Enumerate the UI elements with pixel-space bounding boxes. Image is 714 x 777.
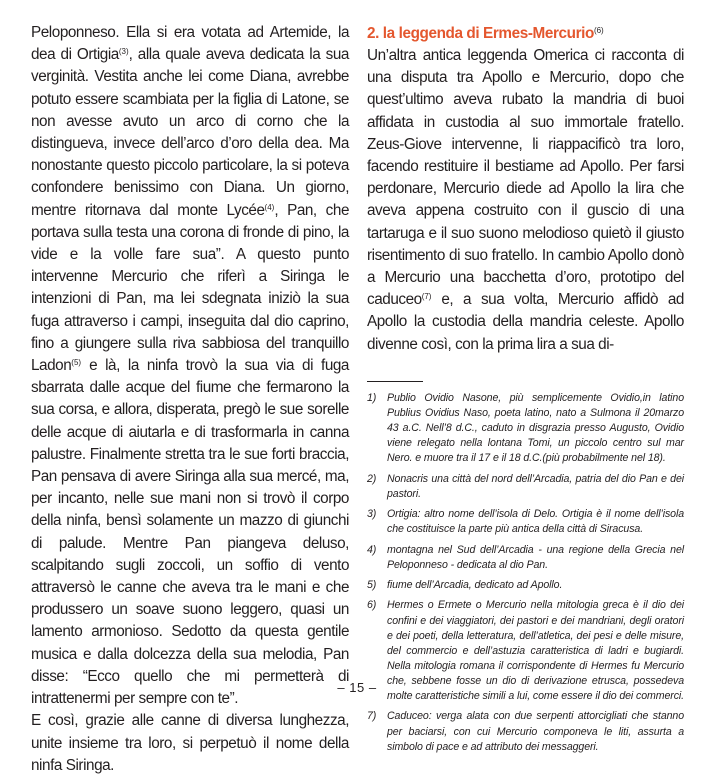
footnote-text: montagna nel Sud dell’Arcadia - una regione della Grecia nel Peloponneso - dedicata al dio Pan.	[387, 543, 684, 571]
left-column	[31, 22, 349, 777]
footnote-text: Publio Ovidio Nasone, più semplicemente Ovidio,in latino Publius Ovidius Naso, poeta latino, nato a Sulmona il 20marzo 43 a.C. Nell’8 d.C., caduto in disgrazia presso Augusto, Ovidio viene relegato nella lontana Tomi, un piccolo centro sul mar Nero. e muore tra il 17 e il 18 d.C.(più probabilmente nel 18).	[387, 391, 684, 465]
right-body-text	[367, 45, 684, 356]
footnotes-list	[367, 391, 684, 755]
left-body-text	[31, 22, 349, 777]
paragraph: E così, grazie alle canne di diversa lunghezza, unite insieme tra loro, si perpetuò il nome della ninfa Siringa.	[31, 712, 349, 774]
paragraph: Un’altra antica leggenda Omerica ci racconta di una disputa tra Apollo e Mercurio, dopo che quest’ultimo aveva rubato la mandria di buoi affidata in custodia al suo immortale fratello. Zeus-Giove intervenne, li riappacificò tra loro, facendo restituire il bestiame ad Apollo. Per farsi perdonare, Mercurio diede ad Apollo la lira che aveva appena costruito con il guscio di una tartaruga e il suo suono melodioso quietò il giusto risentimento di suo fratello. In cambio Apollo donò a Mercurio una bacchetta d’oro, prototipo del caduceo$^{(7)}$ e, a sua volta, Mercurio affidò ad Apollo la custodia della mandria celeste. Apollo divenne così, con la prima lira a sua di-	[367, 47, 684, 353]
footnote-ref[interactable]: (6)	[593, 26, 604, 35]
footnote-number: 5)	[367, 579, 377, 592]
paragraph: Peloponneso. Ella si era votata ad Artemide, la dea di Ortigia$^{(3)}$, alla quale aveva dedicata la sua verginità. Vestita anche lei come Diana, avrebbe potuto essere scambiata per la figlia di Latone, se non avesse avuto un arco di corno che la distingueva, invece dell’arco d’oro della dea. Ma nonostante questo piccolo particolare, la si poteva confondere benissimo con Diana. Un giorno, mentre ritornava dal monte Lycée$^{(4)}$, Pan, che portava sulla testa una corona di fronde di pino, la vide e la volle fare sua”. A questo punto intervenne Mercurio che riferì a Siringa le intenzioni di Pan, ma lei sdegnata iniziò la sua fuga attraverso i campi, inseguita dal dio caprino, fino a giungere sulla riva sabbiosa del tranquillo Ladon$^{(5)}$ e là, la ninfa trovò la sua via di fuga sbarrata dalle acque del fiume che fermarono la sua corsa, e allora, disperata, pregò le sue sorelle delle acque di aiutarla e di trasformarla in canna palustre. Finalmente stretta tra le sue forti braccia, Pan pensava di avere Siringa alla sua mercé, ma, per incanto, nelle sue mani non si trovò il corpo della ninfa, bensì solamente un mazzo di giunchi di palude. Mentre Pan piangeva deluso, scalpitando sugli zoccoli, un soffio di vento attraversò le canne che aveva tra le mani e che produssero un soave suono leggero, quasi un lamento armonioso. Sedotto da questa gentile musica e dalla dolcezza della sua melodia, Pan disse: “Ecco quello che mi permetterà di intrattenermi per sempre con te”.	[31, 24, 350, 708]
footnote	[367, 507, 684, 537]
footnote-text: Nonacris una città del nord dell’Arcadia, patria del dio Pan e dei pastori.	[387, 472, 684, 500]
footnote-text: Caduceo: verga alata con due serpenti attorcigliati che stanno per baciarsi, con cui Mercurio componeva le liti, assurta a simbolo di pace e ad attributo dei messaggeri.	[387, 710, 684, 753]
page-number: – 15 –	[337, 680, 377, 695]
footnote-number: 3)	[367, 508, 377, 521]
footnote-number: 6)	[367, 599, 377, 612]
footnote-ref[interactable]: (3)	[118, 47, 129, 57]
footnote-number: 2)	[367, 472, 377, 485]
section-heading: 2. la leggenda di Ermes-Mercurio$^{(6)}$	[367, 25, 604, 42]
footnote	[367, 472, 684, 502]
footnote-ref[interactable]: (4)	[264, 202, 275, 212]
footnote-text: Ortigia: altro nome dell’isola di Delo. Ortigia è il nome dell’isola che costituisce la parte più antica della città di Siracusa.	[387, 508, 684, 536]
footnote	[367, 543, 684, 573]
footnote	[367, 391, 684, 466]
footnote-divider	[367, 381, 423, 382]
footnote-ref[interactable]: (7)	[421, 292, 432, 302]
footnote-text: fiume dell’Arcadia, dedicato ad Apollo.	[387, 579, 563, 592]
footnote-number: 1)	[367, 391, 377, 404]
right-column	[367, 22, 684, 760]
footnote	[367, 578, 684, 593]
footnote-number: 4)	[367, 543, 377, 556]
footnote-text: Hermes o Ermete o Mercurio nella mitologia greca è il dio dei confini e dei viaggiatori, dei pastori e dei mandriani, degli oratori e dei poeti, della letteratura, dell’atletica, dei pesi e delle misure, del commercio e dell’astuzia caratteristica di ladri e bugiardi. Nella mitologia romana il corrispondente di Hermes fu Mercurio che, sebbene fosse un dio di derivazione etrusca, possedeva molte caratteristiche simili a lui, come essere il dio dei commerci.	[387, 599, 684, 703]
footnote-ref[interactable]: (5)	[71, 358, 82, 368]
footnote-number: 7)	[367, 710, 377, 723]
footnote	[367, 709, 684, 754]
